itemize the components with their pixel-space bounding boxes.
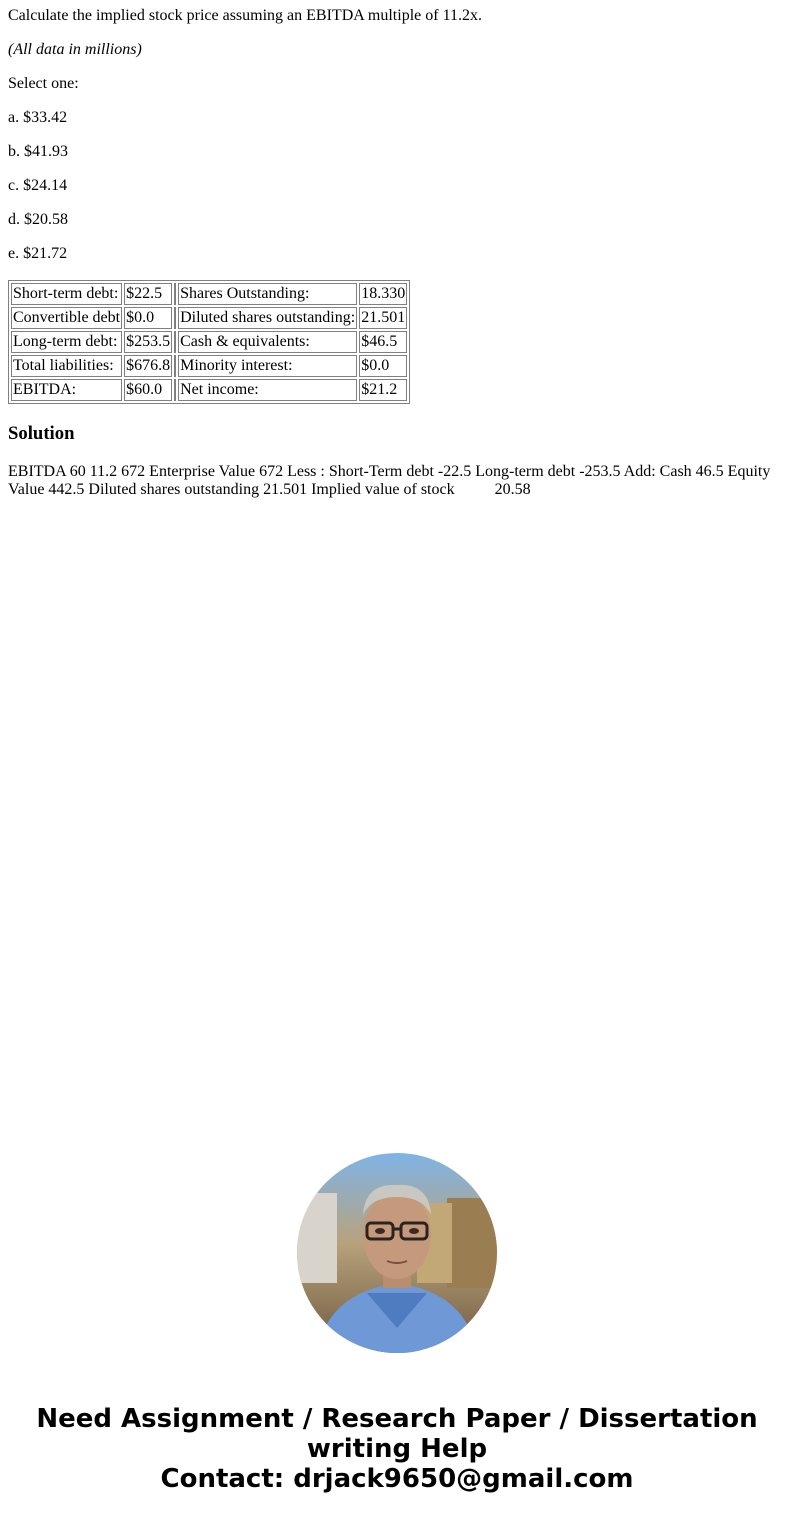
question-note: (All data in millions) [8,41,142,58]
table-cell-label: Diluted shares outstanding: [178,307,357,329]
table-cell-label: Convertible debt [11,307,122,329]
option-b[interactable]: b. $41.93 [8,143,68,160]
table-spacer [174,379,176,401]
footer-line-2: writing Help [306,1434,488,1464]
table-cell-value: $22.5 [124,283,172,305]
table-spacer [174,331,176,353]
table-cell-label: Minority interest: [178,355,357,377]
table-row [11,307,407,329]
table-cell-value: 18.330 [359,283,407,305]
table-cell-label: Short-term debt: [11,283,122,305]
table-cell-value: $21.2 [359,379,407,401]
table-cell-label: Net income: [178,379,357,401]
table-row [11,355,407,377]
table-row [11,331,407,353]
option-c[interactable]: c. $24.14 [8,177,68,194]
table-cell-value: $46.5 [359,331,407,353]
author-photo [297,1153,497,1353]
table-cell-label: Shares Outstanding: [178,283,357,305]
table-cell-value: 21.501 [359,307,407,329]
option-d[interactable]: d. $20.58 [8,211,68,228]
option-a[interactable]: a. $33.42 [8,109,68,126]
table-cell-label: Cash & equivalents: [178,331,357,353]
table-spacer [174,283,176,305]
author-photo-illustration [297,1153,497,1353]
table-cell-value: $60.0 [124,379,172,401]
question-prompt: Calculate the implied stock price assuming an EBITDA multiple of 11.2x. [8,7,482,24]
table-row [11,379,407,401]
table-cell-value: $0.0 [359,355,407,377]
table-cell-value: $253.5 [124,331,172,353]
footer-line-1: Need Assignment / Research Paper / Dissertation [36,1404,758,1434]
financial-data-table [8,280,410,404]
solution-heading: Solution [8,423,75,444]
contact-footer [0,1404,794,1494]
table-cell-value: $0.0 [124,307,172,329]
table-spacer [174,307,176,329]
select-one-label: Select one: [8,75,79,92]
table-cell-value: $676.8 [124,355,172,377]
solution-text: EBITDA 60 11.2 672 Enterprise Value 672 Less : Short-Term debt -22.5 Long-term debt -253.5 Add: Cash 46.5 Equity Value 442.5 Diluted shares outstanding 21.501 Implied value of stock 20.58 [8,463,771,498]
option-e[interactable]: e. $21.72 [8,245,68,262]
table-cell-label: Total liabilities: [11,355,122,377]
table-cell-label: Long-term debt: [11,331,122,353]
table-cell-label: EBITDA: [11,379,122,401]
table-row [11,283,407,305]
table-spacer [174,355,176,377]
footer-contact-line: Contact: drjack9650@gmail.com [160,1464,634,1494]
